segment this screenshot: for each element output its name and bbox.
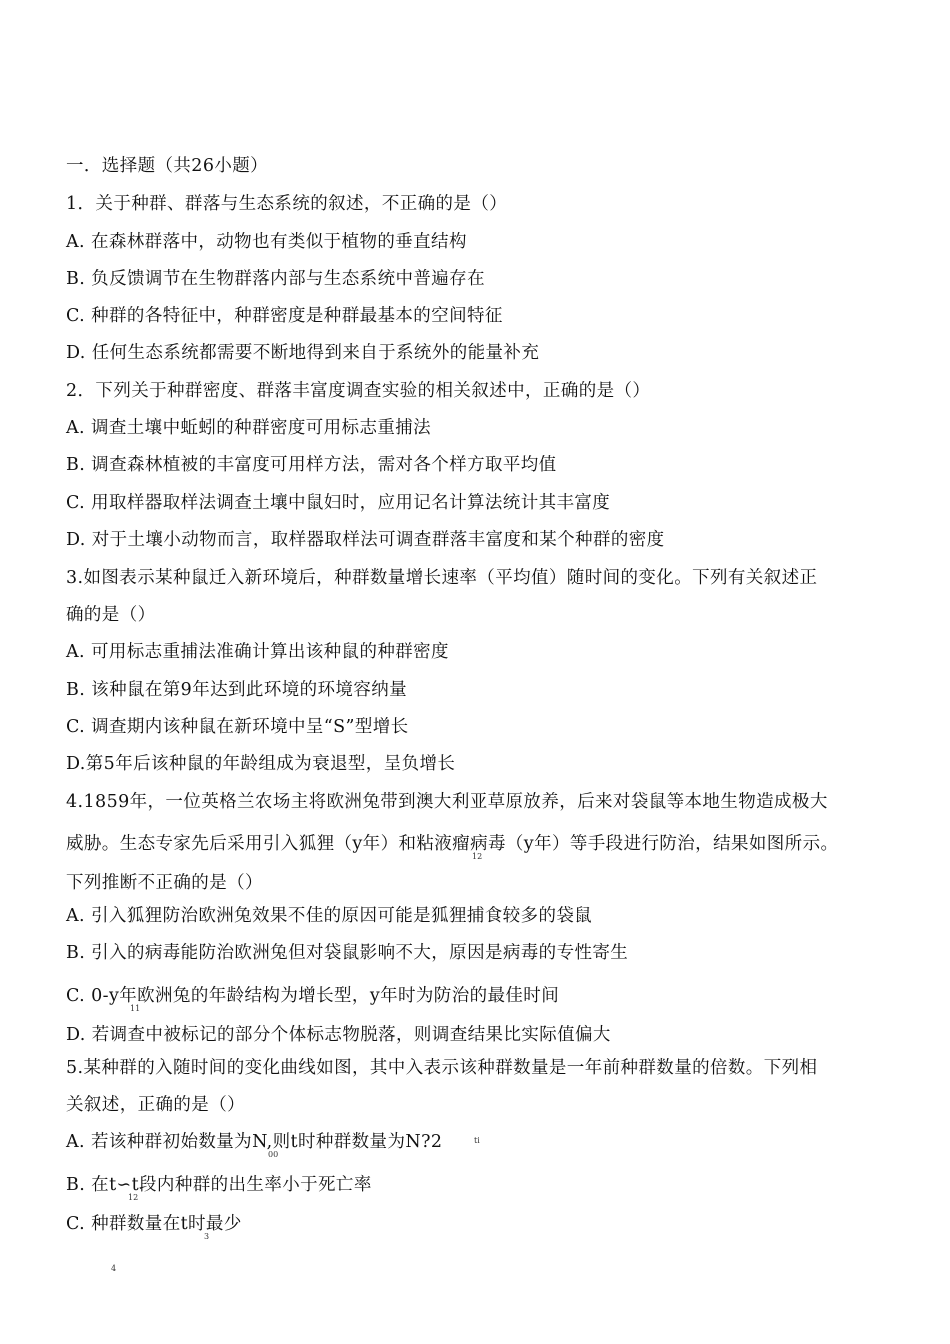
question-4-option-c-subscript: 11 <box>130 1004 141 1013</box>
question-2-option-d: D. 对于土壤小动物而言，取样器取样法可调查群落丰富度和某个种群的密度 <box>66 530 665 550</box>
question-5-stem-line-2: 关叙述，正确的是（） <box>66 1095 245 1115</box>
page-number: 4 <box>111 1264 117 1273</box>
question-4-stem-line-1: 4.1859年，一位英格兰农场主将欧洲兔带到澳大利亚草原放养，后来对袋鼠等本地生物造成极大 <box>66 792 828 812</box>
question-3-option-d: D.第5年后该种鼠的年龄组成为衰退型，呈负增长 <box>66 754 456 774</box>
question-1-option-b: B. 负反馈调节在生物群落内部与生态系统中普遍存在 <box>66 269 485 289</box>
question-4-stem-line-2: 威胁。生态专家先后采用引入狐狸（y年）和粘液瘤病毒（y年）等手段进行防治，结果如图所示。 <box>66 834 839 854</box>
question-3-stem-line-2: 确的是（） <box>66 605 156 625</box>
question-4-option-d: D. 若调查中被标记的部分个体标志物脱落，则调查结果比实际值偏大 <box>66 1025 611 1045</box>
question-5-option-b-subscript: 12 <box>128 1193 139 1202</box>
question-4-option-b: B. 引入的病毒能防治欧洲兔但对袋鼠影响不大，原因是病毒的专性寄生 <box>66 943 629 963</box>
question-2-stem: 2．下列关于种群密度、群落丰富度调查实验的相关叙述中，正确的是（） <box>66 381 651 401</box>
question-4-option-c: C. 0-y年欧洲兔的年龄结构为增长型，y年时为防治的最佳时间 <box>66 986 560 1006</box>
question-3-option-c: C. 调查期内该种鼠在新环境中呈“S”型增长 <box>66 717 409 737</box>
question-5-option-a-subscript: 00 <box>268 1150 279 1159</box>
question-4-option-a: A. 引入狐狸防治欧洲兔效果不佳的原因可能是狐狸捕食较多的袋鼠 <box>66 906 593 926</box>
section-heading: 一．选择题（共26小题） <box>66 156 269 176</box>
question-4-stem-line-3: 下列推断不正确的是（） <box>66 873 263 893</box>
question-1-stem: 1．关于种群、群落与生态系统的叙述，不正确的是（） <box>66 194 508 214</box>
question-1-option-a: A. 在森林群落中，动物也有类似于植物的垂直结构 <box>66 232 467 252</box>
question-3-option-a: A. 可用标志重捕法准确计算出该种鼠的种群密度 <box>66 642 449 662</box>
question-2-option-c: C. 用取样器取样法调查土壤中鼠妇时，应用记名计算法统计其丰富度 <box>66 493 611 513</box>
question-5-option-c: C. 种群数量在t时最少 <box>66 1214 242 1234</box>
question-1-option-c: C. 种群的各特征中，种群密度是种群最基本的空间特征 <box>66 306 503 326</box>
question-4-stem-subscript: 12 <box>472 852 483 861</box>
question-5-option-a: A. 若该种群初始数量为N,则t时种群数量为N?2 <box>66 1132 443 1152</box>
question-5-option-c-subscript: 3 <box>204 1232 210 1241</box>
question-2-option-b: B. 调查森林植被的丰富度可用样方法，需对各个样方取平均值 <box>66 455 557 475</box>
question-5-stem-line-1: 5.某种群的入随时间的变化曲线如图，其中入表示该种群数量是一年前种群数量的倍数。下列相 <box>66 1058 818 1078</box>
question-3-stem-line-1: 3.如图表示某种鼠迁入新环境后，种群数量增长速率（平均值）随时间的变化。下列有关叙述正 <box>66 568 818 588</box>
question-3-option-b: B. 该种鼠在第9年达到此环境的环境容纳量 <box>66 680 408 700</box>
question-1-option-d: D. 任何生态系统都需要不断地得到来自于系统外的能量补充 <box>66 343 540 363</box>
question-5-option-b: B. 在t∽t段内种群的出生率小于死亡率 <box>66 1175 372 1195</box>
question-2-option-a: A. 调查土壤中蚯蚓的种群密度可用标志重捕法 <box>66 418 432 438</box>
question-5-option-a-superscript: ti <box>474 1136 480 1145</box>
